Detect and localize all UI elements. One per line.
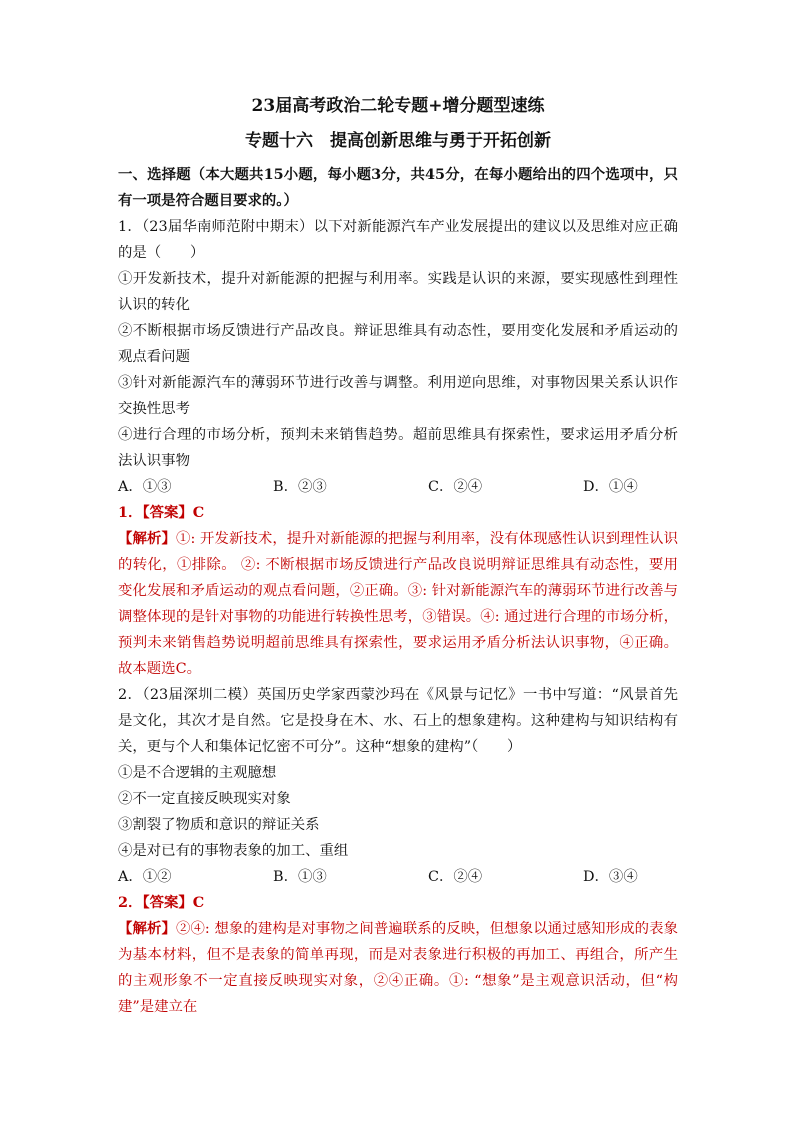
option-b: B．①③ [273,869,327,885]
question-item: ①开发新技术，提升对新能源的把握与利用率。实践是认识的来源，要实现感性到理性认识的转化 [118,271,678,313]
option-b: B．②③ [273,479,327,495]
question-item: ③针对新能源汽车的薄弱环节进行改善与调整。利用逆向思维，对事物因果关系认识作交换性思考 [118,375,678,417]
option-row [118,474,678,500]
explanation [118,526,678,682]
question-item: ④进行合理的市场分析，预判未来销售趋势。超前思维具有探索性，要求运用矛盾分析法认识事物 [118,427,678,469]
section-heading: 一、选择题（本大题共15小题，每小题3分，共45分，在每小题给出的四个选项中，只有一项是符合题目要求的。） [118,166,678,209]
explanation-label: 【解析】 [118,920,176,937]
answer-line: 1．【答案】C [118,504,205,521]
question-2 [118,682,678,1020]
answer-line: 2．【答案】C [118,894,205,911]
question-stem: 1．（23届华南师范附中期末）以下对新能源汽车产业发展提出的建议以及思维对应正确的是（ ） [118,219,678,261]
option-d: D．①④ [583,479,638,495]
option-a: A．①② [118,869,172,885]
document-subtitle: 专题十六 提高创新思维与勇于开拓创新 [245,131,551,151]
option-d: D．③④ [583,869,638,885]
option-c: C．②④ [428,869,483,885]
question-item: ②不断根据市场反馈进行产品改良。辩证思维具有动态性，要用变化发展和矛盾运动的观点看问题 [118,323,678,365]
question-item: ④是对已有的事物表象的加工、重组 [118,843,349,859]
option-row [118,864,678,890]
question-stem: 2．（23届深圳二模）英国历史学家西蒙沙玛在《风景与记忆》一书中写道：“风景首先是文化，其次才是自然。它是投身在木、水、石上的想象建构。这种建构与知识结构有关，更与个人和集体记忆密不可分”。这种“想象的建构”（ ） [118,687,678,755]
question-item: ①是不合逻辑的主观臆想 [118,765,277,781]
explanation-label: 【解析】 [118,530,176,547]
document-page [118,92,678,1020]
question-item: ③割裂了物质和意识的辩证关系 [118,817,320,833]
explanation-text: ②④: 想象的建构是对事物之间普遍联系的反映，但想象以通过感知形成的表象为基本材料，但不是表象的简单再现，而是对表象进行积极的再加工、再组合，所产生的主观形象不一定直接反映现实对象，②④正确。①: “想象”是主观意识活动，但“构建”是建立在 [118,921,678,1015]
explanation [118,916,678,1020]
question-item: ②不一定直接反映现实对象 [118,791,291,807]
question-1 [118,214,678,682]
option-c: C．②④ [428,479,483,495]
explanation-text: ①: 开发新技术，提升对新能源的把握与利用率，没有体现感性认识到理性认识的转化，①排除。 ②: 不断根据市场反馈进行产品改良说明辩证思维具有动态性，要用变化发展和矛盾运动的观点看问题，②正确。③: 针对新能源汽车的薄弱环节进行改善与调整体现的是针对事物的功能进行转换性思考，③错误。④: 通过进行合理的市场分析，预判未来销售趋势说明超前思维具有探索性，要求运用矛盾分析法认识事物，④正确。故本题选C。 [118,531,678,677]
document-title: 23届高考政治二轮专题+增分题型速练 [251,96,545,116]
option-a: A．①③ [118,479,172,495]
